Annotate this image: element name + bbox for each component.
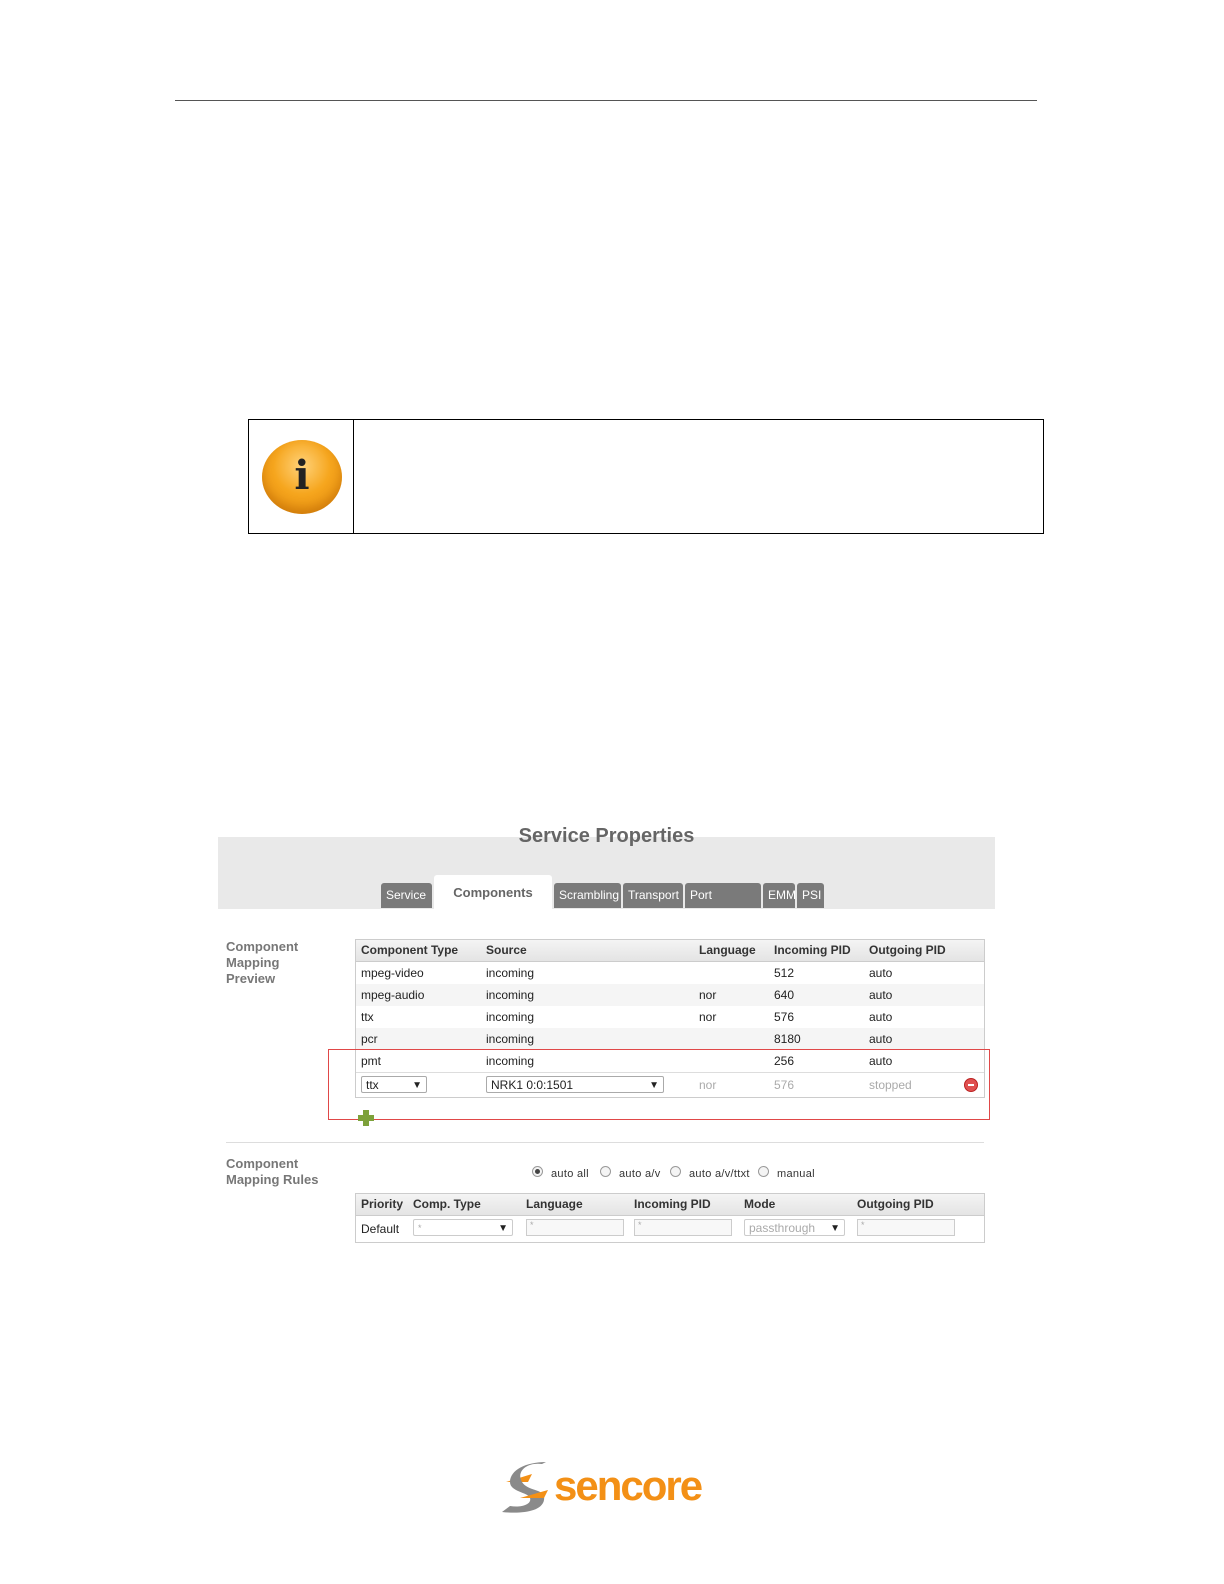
mapping-rules-table [355, 1193, 985, 1243]
edit-incoming-pid: 576 [774, 1078, 795, 1092]
cell-incoming-pid: 256 [774, 1054, 795, 1068]
column-header: Incoming PID [634, 1197, 711, 1211]
cell-outgoing-pid: auto [869, 1010, 893, 1024]
table-row [356, 984, 984, 1006]
radio-label: manual [777, 1168, 815, 1180]
table-header-row [356, 1194, 984, 1216]
radio-label: auto a/v [619, 1168, 661, 1180]
rule-row [356, 1216, 984, 1242]
cell-outgoing-pid: auto [869, 1032, 893, 1046]
outgoing-pid-input[interactable]: * [857, 1219, 955, 1236]
column-header: Incoming PID [774, 943, 851, 957]
incoming-pid-input[interactable]: * [634, 1219, 732, 1236]
preview-section-label [226, 939, 298, 987]
cell-outgoing-pid: auto [869, 1054, 893, 1068]
cell-source: incoming [486, 1032, 535, 1046]
column-header: Comp. Type [413, 1197, 481, 1211]
table-header-row [356, 940, 984, 962]
cell-source: incoming [486, 1010, 535, 1024]
cell-source: incoming [486, 1054, 535, 1068]
preview-label-line: Preview [226, 971, 276, 986]
cell-incoming-pid: 512 [774, 966, 795, 980]
panel-title: Service Properties [518, 825, 695, 847]
chevron-down-icon: ▼ [498, 1223, 508, 1234]
cell-type: pcr [361, 1032, 378, 1046]
table-row [356, 1028, 984, 1050]
table-row [356, 962, 984, 984]
cell-type: mpeg-audio [361, 988, 425, 1002]
tab-emm[interactable]: EMM [763, 883, 795, 908]
sencore-logo-mark-icon [498, 1460, 558, 1518]
cell-incoming-pid: 640 [774, 988, 795, 1002]
chevron-down-icon: ▼ [830, 1223, 840, 1234]
section-divider [226, 1142, 984, 1143]
tab-service[interactable]: Service [381, 883, 432, 908]
edit-outgoing-pid: stopped [869, 1078, 912, 1092]
cell-incoming-pid: 576 [774, 1010, 795, 1024]
note-icon-cell [249, 420, 354, 533]
component-type-value: ttx [366, 1078, 379, 1092]
cell-type: ttx [361, 1010, 374, 1024]
cell-language: nor [699, 1010, 717, 1024]
tab-port-settings[interactable]: Port Settings [685, 883, 761, 908]
rules-label-line: Component [226, 1156, 299, 1171]
radio-auto-av-ttxt[interactable] [670, 1166, 681, 1177]
source-value: NRK1 0:0:1501 [491, 1078, 574, 1092]
column-header: Language [526, 1197, 583, 1211]
cell-source: incoming [486, 988, 535, 1002]
rules-section-label [226, 1156, 318, 1188]
tab-transport[interactable]: Transport [623, 883, 683, 908]
info-icon [262, 440, 342, 514]
chevron-down-icon: ▼ [412, 1080, 422, 1091]
radio-label: auto a/v/ttxt [689, 1168, 750, 1180]
page-header-rule [175, 100, 1037, 101]
info-icon-glyph: i [294, 452, 310, 499]
tab-psi[interactable]: PSI [797, 883, 824, 908]
highlight-box [328, 1049, 990, 1120]
column-header: Priority [361, 1197, 404, 1211]
panel-header [218, 825, 995, 927]
sencore-logo-text: sencore [554, 1462, 702, 1509]
radio-auto-all[interactable] [532, 1166, 543, 1177]
column-header: Source [486, 943, 527, 957]
tab-components[interactable]: Components [434, 875, 552, 909]
chevron-down-icon: ▼ [649, 1080, 659, 1091]
language-input[interactable]: * [526, 1219, 624, 1236]
cell-outgoing-pid: auto [869, 966, 893, 980]
column-header: Mode [744, 1197, 776, 1211]
comp-type-value: * [418, 1223, 422, 1233]
radio-auto-av[interactable] [600, 1166, 611, 1177]
column-header: Language [699, 943, 756, 957]
edit-language: nor [699, 1078, 717, 1092]
cell-incoming-pid: 8180 [774, 1032, 801, 1046]
cell-type: mpeg-video [361, 966, 424, 980]
radio-label: auto all [551, 1168, 589, 1180]
radio-manual[interactable] [758, 1166, 769, 1177]
cell-type: pmt [361, 1054, 382, 1068]
column-header: Component Type [361, 943, 459, 957]
cell-source: incoming [486, 966, 535, 980]
rule-priority: Default [361, 1222, 400, 1236]
cell-outgoing-pid: auto [869, 988, 893, 1002]
comp-type-select[interactable] [413, 1219, 513, 1236]
info-note-box [248, 419, 1044, 534]
preview-label-line: Mapping [226, 955, 280, 970]
rules-label-line: Mapping Rules [226, 1172, 319, 1187]
tab-scrambling[interactable]: Scrambling [554, 883, 621, 908]
table-row [356, 1006, 984, 1028]
column-header: Outgoing PID [869, 943, 946, 957]
add-component-icon[interactable] [358, 1110, 374, 1126]
mode-select[interactable] [744, 1219, 845, 1236]
sencore-logo [498, 1460, 713, 1518]
cell-language: nor [699, 988, 717, 1002]
mode-value: passthrough [749, 1221, 816, 1235]
column-header: Outgoing PID [857, 1197, 934, 1211]
preview-label-line: Component [226, 939, 299, 954]
